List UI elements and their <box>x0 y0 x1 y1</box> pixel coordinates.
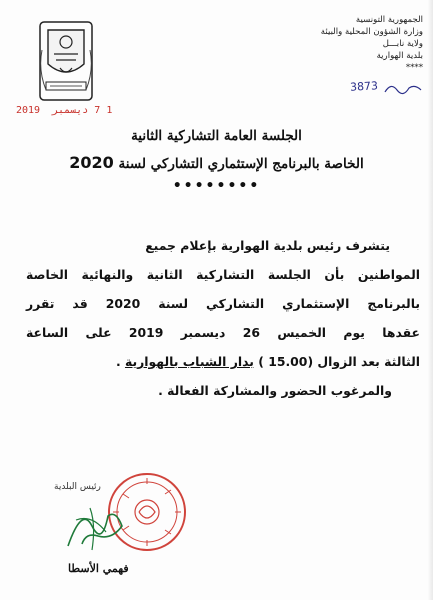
header-line-ministry: وزارة الشؤون المحلية والبيئة <box>320 27 423 37</box>
body-line-5 <box>26 352 420 381</box>
title-line-2 <box>0 153 433 172</box>
date-stamp-day-month: 1 7 ديسمبر <box>52 105 113 116</box>
body-line-1: يتشرف رئيس بلدية الهوارية بإعلام جميع <box>145 238 390 253</box>
tunisia-coat-of-arms-icon <box>38 20 94 102</box>
header-line-municipality: بلدية الهوارية <box>376 51 423 61</box>
body-line-6: والمرغوب الحضور والمشاركة الفعالة . <box>158 383 392 398</box>
body-line-5-venue: بدار الشباب بالهوارية <box>124 354 254 369</box>
scan-edge <box>427 0 433 600</box>
signature-title: رئيس البلدية <box>54 482 101 492</box>
date-stamp <box>16 105 112 116</box>
body-line-4: عقدها يوم الخميس 26 ديسمبر 2019 على الساعة <box>26 325 421 340</box>
title-line-1: الجلسة العامة التشاركية الثانية <box>131 128 302 144</box>
body-line-2: المواطنين بأن الجلسة التشاركية الثانية والنهائية الخاصة <box>26 267 420 282</box>
header-line-stars: **** <box>405 63 423 73</box>
administration-header <box>273 14 423 74</box>
handwritten-signature-icon <box>62 496 132 556</box>
header-line-governorate: ولاية نابـــل <box>382 39 423 49</box>
title-separator: •••••••• <box>172 178 261 194</box>
title-line-2-text: الخاصة بالبرنامج الإستثماري التشاركي لسنة <box>118 156 364 172</box>
signature-name: فهمي الأسطا <box>68 562 129 575</box>
body-line-5-time: الثالثة بعد الزوال (15.00 ) <box>258 354 420 369</box>
reference-number: 3873 <box>349 79 379 94</box>
header-line-republic: الجمهورية التونسية <box>355 15 423 25</box>
reference-scribble-icon <box>383 78 423 98</box>
date-stamp-year: 2019 <box>16 105 41 116</box>
title-line-2-year: 2020 <box>69 153 114 172</box>
body-line-5-end: . <box>115 354 125 369</box>
body-line-3: بالبرنامج الإستثماري التشاركي لسنة 2020 قد تقرر <box>26 296 420 311</box>
announcement-body <box>26 236 420 410</box>
